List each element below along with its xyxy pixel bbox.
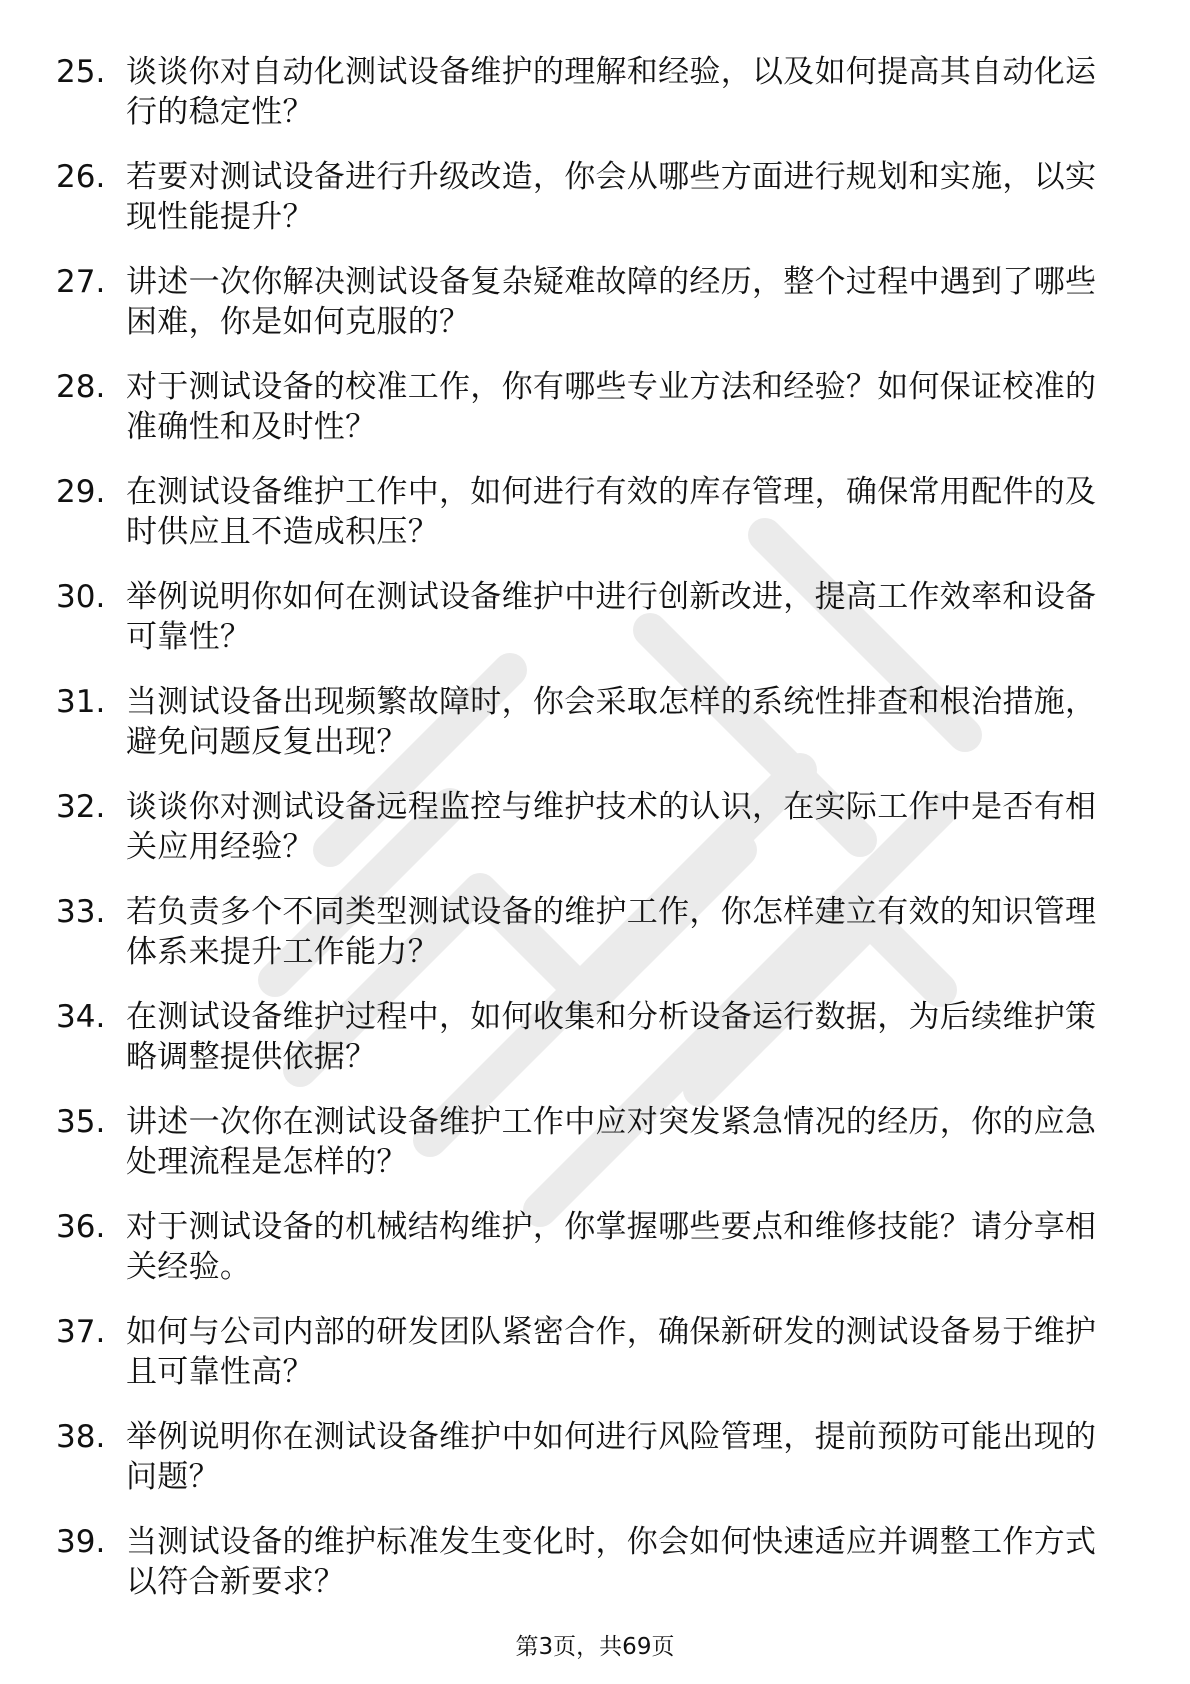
question-number: 31. — [56, 684, 106, 720]
page-number-label: 第3页，共69页 — [515, 1634, 675, 1660]
question-item — [56, 997, 1116, 1077]
question-number: 33. — [56, 894, 106, 930]
question-text: 当测试设备的维护标准发生变化时，你会如何快速适应并调整工作方式以符合新要求？ — [126, 1524, 1097, 1600]
question-number: 36. — [56, 1209, 106, 1245]
question-item — [56, 262, 1116, 342]
question-item — [56, 157, 1116, 237]
question-text: 若要对测试设备进行升级改造，你会从哪些方面进行规划和实施，以实现性能提升？ — [126, 159, 1097, 235]
question-number: 27. — [56, 264, 106, 300]
question-item — [56, 367, 1116, 447]
question-number: 26. — [56, 159, 106, 195]
question-item — [56, 787, 1116, 867]
question-number: 28. — [56, 369, 106, 405]
question-text: 谈谈你对测试设备远程监控与维护技术的认识，在实际工作中是否有相关应用经验？ — [126, 789, 1097, 865]
question-item — [56, 52, 1116, 132]
question-item — [56, 577, 1116, 657]
question-item — [56, 892, 1116, 972]
question-number: 29. — [56, 474, 106, 510]
question-item — [56, 1522, 1116, 1602]
question-text: 对于测试设备的校准工作，你有哪些专业方法和经验？如何保证校准的准确性和及时性？ — [126, 369, 1097, 445]
question-number: 25. — [56, 54, 106, 90]
question-text: 举例说明你如何在测试设备维护中进行创新改进，提高工作效率和设备可靠性？ — [126, 579, 1097, 655]
page-footer — [0, 1632, 1190, 1662]
question-number: 30. — [56, 579, 106, 615]
question-item — [56, 1207, 1116, 1287]
question-list — [56, 52, 1116, 1627]
question-item — [56, 1312, 1116, 1392]
question-text: 讲述一次你在测试设备维护工作中应对突发紧急情况的经历，你的应急处理流程是怎样的？ — [126, 1104, 1097, 1180]
question-text: 谈谈你对自动化测试设备维护的理解和经验，以及如何提高其自动化运行的稳定性？ — [126, 54, 1097, 130]
question-text: 若负责多个不同类型测试设备的维护工作，你怎样建立有效的知识管理体系来提升工作能力？ — [126, 894, 1097, 970]
question-item — [56, 1102, 1116, 1182]
question-number: 38. — [56, 1419, 106, 1455]
question-number: 37. — [56, 1314, 106, 1350]
question-text: 举例说明你在测试设备维护中如何进行风险管理，提前预防可能出现的问题？ — [126, 1419, 1097, 1495]
question-text: 在测试设备维护工作中，如何进行有效的库存管理，确保常用配件的及时供应且不造成积压？ — [126, 474, 1097, 550]
question-item — [56, 682, 1116, 762]
question-number: 34. — [56, 999, 106, 1035]
question-item — [56, 1417, 1116, 1497]
question-number: 32. — [56, 789, 106, 825]
question-number: 39. — [56, 1524, 106, 1560]
question-number: 35. — [56, 1104, 106, 1140]
question-text: 如何与公司内部的研发团队紧密合作，确保新研发的测试设备易于维护且可靠性高？ — [126, 1314, 1097, 1390]
question-text: 当测试设备出现频繁故障时，你会采取怎样的系统性排查和根治措施，避免问题反复出现？ — [126, 684, 1097, 760]
question-text: 讲述一次你解决测试设备复杂疑难故障的经历，整个过程中遇到了哪些困难，你是如何克服的？ — [126, 264, 1097, 340]
question-item — [56, 472, 1116, 552]
question-text: 在测试设备维护过程中，如何收集和分析设备运行数据，为后续维护策略调整提供依据？ — [126, 999, 1097, 1075]
question-text: 对于测试设备的机械结构维护，你掌握哪些要点和维修技能？请分享相关经验。 — [126, 1209, 1097, 1285]
